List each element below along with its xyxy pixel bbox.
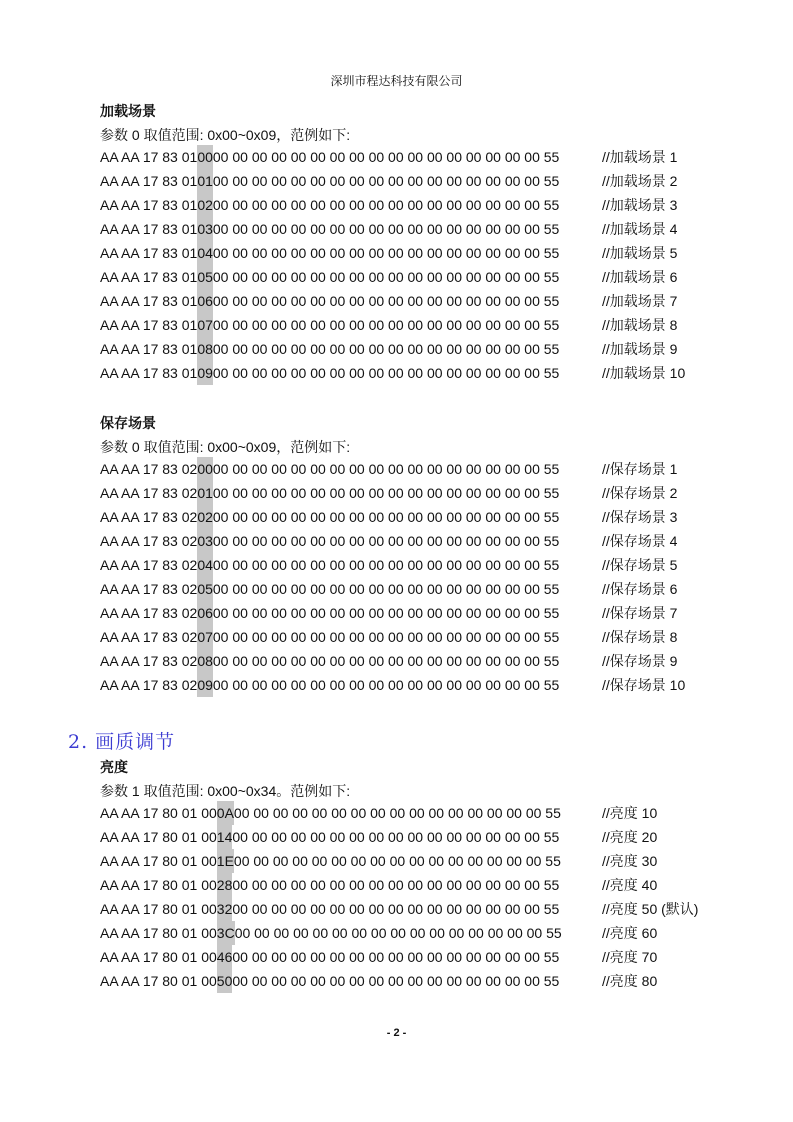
command-row <box>100 969 658 993</box>
command-row <box>100 801 658 825</box>
command-comment: //保存场景 10 <box>602 677 686 693</box>
command-suffix: 00 00 00 00 00 00 00 00 00 00 00 00 00 00 00 00 00 55 <box>212 197 560 213</box>
command-prefix: AA AA 17 80 01 00 <box>100 877 217 893</box>
command-param-highlight: 07 <box>197 313 213 337</box>
command-comment: //亮度 20 <box>602 829 658 845</box>
command-param-highlight: 09 <box>197 673 213 697</box>
command-prefix: AA AA 17 80 01 00 <box>100 901 217 917</box>
section-heading: 保存场景 <box>100 415 156 431</box>
command-row <box>100 921 658 945</box>
command-suffix: 00 00 00 00 00 00 00 00 00 00 00 00 00 00 00 00 55 <box>234 925 562 941</box>
command-suffix: 00 00 00 00 00 00 00 00 00 00 00 00 00 00 00 00 00 55 <box>212 557 560 573</box>
section-title: 2. 画质调节 <box>68 731 176 753</box>
command-comment: //保存场景 1 <box>602 461 678 477</box>
command-suffix: 00 00 00 00 00 00 00 00 00 00 00 00 00 00 00 00 00 55 <box>212 365 560 381</box>
command-row <box>100 193 678 217</box>
command-param-highlight: 28 <box>217 873 233 897</box>
command-param-highlight: 04 <box>197 241 213 265</box>
command-comment: //保存场景 8 <box>602 629 678 645</box>
command-prefix: AA AA 17 83 01 <box>100 221 198 237</box>
command-comment: //亮度 50 (默认) <box>602 901 699 917</box>
command-suffix: 00 00 00 00 00 00 00 00 00 00 00 00 00 00 00 00 00 55 <box>212 581 560 597</box>
command-prefix: AA AA 17 83 01 <box>100 269 198 285</box>
command-prefix: AA AA 17 80 01 00 <box>100 925 217 941</box>
command-suffix: 00 00 00 00 00 00 00 00 00 00 00 00 00 00 00 00 00 55 <box>212 485 560 501</box>
command-comment: //保存场景 9 <box>602 653 678 669</box>
command-param-highlight: 05 <box>197 265 213 289</box>
command-param-highlight: 01 <box>197 169 213 193</box>
command-comment: //亮度 80 <box>602 973 658 989</box>
command-prefix: AA AA 17 80 01 00 <box>100 829 217 845</box>
command-param-highlight: 06 <box>197 601 213 625</box>
command-prefix: AA AA 17 83 02 <box>100 629 198 645</box>
command-param-highlight: 3C <box>217 921 235 945</box>
command-comment: //加载场景 8 <box>602 317 678 333</box>
command-param-highlight: 08 <box>197 649 213 673</box>
command-comment: //加载场景 2 <box>602 173 678 189</box>
command-row <box>100 313 678 337</box>
command-param-highlight: 14 <box>217 825 233 849</box>
command-row <box>100 457 678 481</box>
command-row <box>100 673 686 697</box>
command-prefix: AA AA 17 80 01 00 <box>100 853 217 869</box>
section-heading: 亮度 <box>100 759 128 775</box>
command-prefix: AA AA 17 83 01 <box>100 341 198 357</box>
command-suffix: 00 00 00 00 00 00 00 00 00 00 00 00 00 00 00 00 55 <box>232 877 560 893</box>
command-param-highlight: 02 <box>197 193 213 217</box>
command-prefix: AA AA 17 83 01 <box>100 245 198 261</box>
command-prefix: AA AA 17 83 02 <box>100 581 198 597</box>
command-prefix: AA AA 17 80 01 00 <box>100 805 217 821</box>
command-suffix: 00 00 00 00 00 00 00 00 00 00 00 00 00 00 00 00 00 55 <box>212 293 560 309</box>
command-param-highlight: 05 <box>197 577 213 601</box>
command-suffix: 00 00 00 00 00 00 00 00 00 00 00 00 00 00 00 00 00 55 <box>212 629 560 645</box>
command-prefix: AA AA 17 83 01 <box>100 317 198 333</box>
command-param-highlight: 00 <box>197 457 213 481</box>
command-prefix: AA AA 17 83 02 <box>100 605 198 621</box>
command-prefix: AA AA 17 83 01 <box>100 173 198 189</box>
range-text: 参数 1 取值范围: 0x00~0x34。范例如下: <box>100 783 351 799</box>
command-prefix: AA AA 17 80 01 00 <box>100 973 217 989</box>
command-comment: //保存场景 4 <box>602 533 678 549</box>
command-comment: //保存场景 3 <box>602 509 678 525</box>
command-comment: //保存场景 7 <box>602 605 678 621</box>
command-comment: //保存场景 5 <box>602 557 678 573</box>
command-row <box>100 505 678 529</box>
command-row <box>100 289 678 313</box>
command-row <box>100 825 658 849</box>
command-comment: //亮度 60 <box>602 925 658 941</box>
command-prefix: AA AA 17 83 02 <box>100 509 198 525</box>
command-param-highlight: 08 <box>197 337 213 361</box>
command-suffix: 00 00 00 00 00 00 00 00 00 00 00 00 00 00 00 00 55 <box>232 949 560 965</box>
command-param-highlight: 32 <box>217 897 233 921</box>
command-prefix: AA AA 17 83 02 <box>100 533 198 549</box>
command-suffix: 00 00 00 00 00 00 00 00 00 00 00 00 00 00 00 00 00 55 <box>212 149 560 165</box>
command-suffix: 00 00 00 00 00 00 00 00 00 00 00 00 00 00 00 00 00 55 <box>212 245 560 261</box>
range-text: 参数 0 取值范围: 0x00~0x09，范例如下: <box>100 439 351 455</box>
command-param-highlight: 04 <box>197 553 213 577</box>
command-comment: //加载场景 7 <box>602 293 678 309</box>
command-param-highlight: 06 <box>197 289 213 313</box>
command-param-highlight: 50 <box>217 969 233 993</box>
page-header: 深圳市程达科技有限公司 <box>330 74 463 88</box>
section-heading: 加载场景 <box>100 103 156 119</box>
command-comment: //加载场景 4 <box>602 221 678 237</box>
command-suffix: 00 00 00 00 00 00 00 00 00 00 00 00 00 00 00 00 00 55 <box>212 317 560 333</box>
command-comment: //保存场景 6 <box>602 581 678 597</box>
command-param-highlight: 02 <box>197 505 213 529</box>
command-prefix: AA AA 17 83 02 <box>100 557 198 573</box>
command-row <box>100 529 678 553</box>
command-suffix: 00 00 00 00 00 00 00 00 00 00 00 00 00 00 00 00 00 55 <box>212 269 560 285</box>
command-row <box>100 217 678 241</box>
command-row <box>100 361 686 385</box>
command-suffix: 00 00 00 00 00 00 00 00 00 00 00 00 00 00 00 00 55 <box>233 805 561 821</box>
command-param-highlight: 01 <box>197 481 213 505</box>
command-comment: //加载场景 1 <box>602 149 678 165</box>
command-row <box>100 649 678 673</box>
command-prefix: AA AA 17 83 01 <box>100 365 198 381</box>
command-suffix: 00 00 00 00 00 00 00 00 00 00 00 00 00 00 00 00 00 55 <box>212 653 560 669</box>
command-param-highlight: 07 <box>197 625 213 649</box>
command-param-highlight: 46 <box>217 945 233 969</box>
command-param-highlight: 09 <box>197 361 213 385</box>
command-suffix: 00 00 00 00 00 00 00 00 00 00 00 00 00 00 00 00 00 55 <box>212 509 560 525</box>
command-row <box>100 169 678 193</box>
command-suffix: 00 00 00 00 00 00 00 00 00 00 00 00 00 00 00 00 55 <box>232 973 560 989</box>
command-row <box>100 601 678 625</box>
command-comment: //亮度 70 <box>602 949 658 965</box>
command-row <box>100 337 678 361</box>
command-suffix: 00 00 00 00 00 00 00 00 00 00 00 00 00 00 00 00 55 <box>232 901 560 917</box>
command-row <box>100 577 678 601</box>
command-prefix: AA AA 17 83 02 <box>100 677 198 693</box>
command-param-highlight: 1E <box>217 849 234 873</box>
command-row <box>100 873 658 897</box>
command-prefix: AA AA 17 83 01 <box>100 149 198 165</box>
command-suffix: 00 00 00 00 00 00 00 00 00 00 00 00 00 00 00 00 00 55 <box>212 173 560 189</box>
command-comment: //亮度 30 <box>602 853 658 869</box>
command-suffix: 00 00 00 00 00 00 00 00 00 00 00 00 00 00 00 00 55 <box>233 853 561 869</box>
command-row <box>100 849 658 873</box>
command-comment: //加载场景 5 <box>602 245 678 261</box>
command-suffix: 00 00 00 00 00 00 00 00 00 00 00 00 00 00 00 00 55 <box>232 829 560 845</box>
range-text: 参数 0 取值范围: 0x00~0x09，范例如下: <box>100 127 351 143</box>
command-suffix: 00 00 00 00 00 00 00 00 00 00 00 00 00 00 00 00 00 55 <box>212 221 560 237</box>
command-param-highlight: 03 <box>197 529 213 553</box>
command-prefix: AA AA 17 83 01 <box>100 293 198 309</box>
command-row <box>100 265 678 289</box>
command-row <box>100 553 678 577</box>
command-prefix: AA AA 17 83 02 <box>100 653 198 669</box>
command-suffix: 00 00 00 00 00 00 00 00 00 00 00 00 00 00 00 00 00 55 <box>212 461 560 477</box>
command-row <box>100 625 678 649</box>
command-prefix: AA AA 17 83 02 <box>100 485 198 501</box>
command-comment: //亮度 10 <box>602 805 658 821</box>
command-row <box>100 481 678 505</box>
command-prefix: AA AA 17 83 02 <box>100 461 198 477</box>
command-comment: //加载场景 6 <box>602 269 678 285</box>
command-prefix: AA AA 17 83 01 <box>100 197 198 213</box>
command-param-highlight: 00 <box>197 145 213 169</box>
command-suffix: 00 00 00 00 00 00 00 00 00 00 00 00 00 00 00 00 00 55 <box>212 341 560 357</box>
command-suffix: 00 00 00 00 00 00 00 00 00 00 00 00 00 00 00 00 00 55 <box>212 533 560 549</box>
command-suffix: 00 00 00 00 00 00 00 00 00 00 00 00 00 00 00 00 00 55 <box>212 677 560 693</box>
command-comment: //保存场景 2 <box>602 485 678 501</box>
command-suffix: 00 00 00 00 00 00 00 00 00 00 00 00 00 00 00 00 00 55 <box>212 605 560 621</box>
command-param-highlight: 03 <box>197 217 213 241</box>
command-comment: //加载场景 3 <box>602 197 678 213</box>
command-comment: //加载场景 10 <box>602 365 686 381</box>
command-row <box>100 241 678 265</box>
command-comment: //亮度 40 <box>602 877 658 893</box>
command-prefix: AA AA 17 80 01 00 <box>100 949 217 965</box>
command-comment: //加载场景 9 <box>602 341 678 357</box>
command-row <box>100 897 699 921</box>
page-number: - 2 - <box>386 1027 407 1039</box>
command-param-highlight: 0A <box>217 801 234 825</box>
command-row <box>100 145 678 169</box>
command-row <box>100 945 658 969</box>
